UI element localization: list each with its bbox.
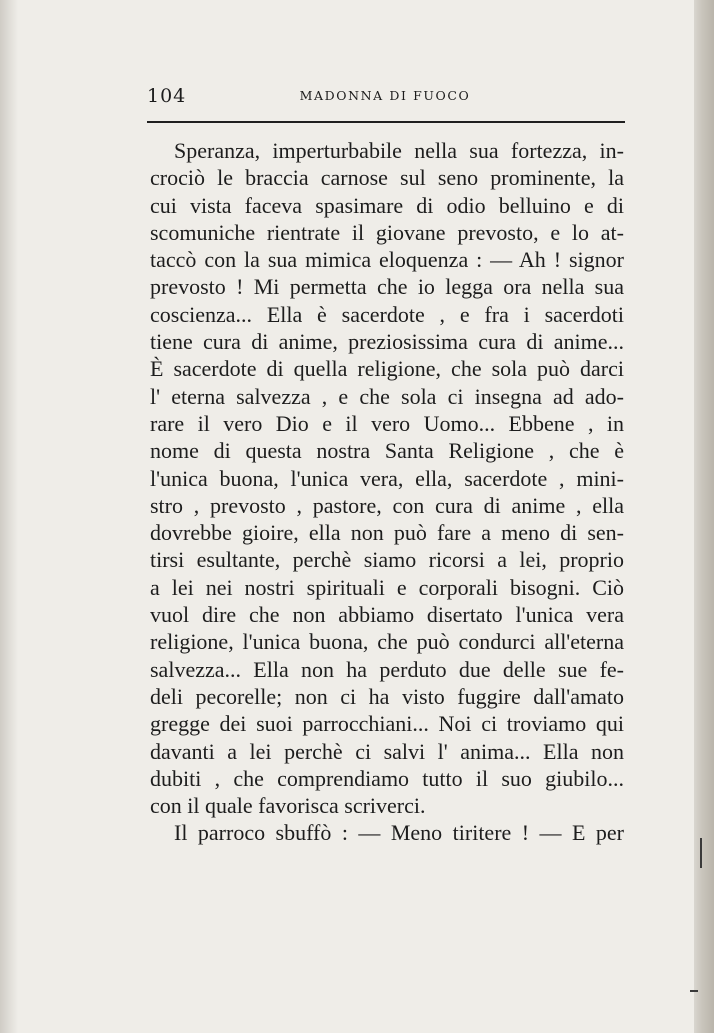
page-edge: [694, 0, 714, 1033]
text-line: coscienza... Ella è sacerdote , e fra i sacerdoti: [150, 301, 624, 327]
page-gutter-shadow: [0, 0, 18, 1033]
text-line: vuol dire che non abbiamo disertato l'unica vera: [150, 602, 624, 628]
header-rule: [147, 121, 625, 123]
text-line: a lei nei nostri spirituali e corporali bisogni. Ciò: [150, 574, 624, 600]
text-line: Speranza, imperturbabile nella sua fortezza, in-: [174, 138, 624, 163]
text-line: cui vista faceva spasimare di odio belluino e di: [150, 192, 624, 218]
page-number: 104: [147, 85, 187, 107]
body-text: [150, 137, 624, 847]
text-line: davanti a lei perchè ci salvi l' anima... Ella non: [150, 738, 624, 764]
text-line: rare il vero Dio e il vero Uomo... Ebbene , in: [150, 410, 624, 436]
text-line: dovrebbe gioire, ella non può fare a meno di sen-: [150, 520, 624, 546]
text-line: taccò con la sua mimica eloquenza : — Ah ! signor: [150, 247, 624, 273]
text-line: salvezza... Ella non ha perduto due delle sue fe-: [150, 656, 624, 682]
text-line: con il quale favorisca scriverci.: [150, 793, 426, 819]
ink-speck: [690, 990, 698, 992]
running-title: MADONNA DI FUOCO: [299, 88, 471, 103]
text-line: tirsi esultante, perchè siamo ricorsi a lei, proprio: [150, 547, 624, 573]
text-line: crociò le braccia carnose sul seno prominente, la: [150, 165, 624, 191]
text-line: dubiti , che comprendiamo tutto il suo giubilo...: [150, 765, 624, 791]
text-line: stro , prevosto , pastore, con cura di anime , ella: [150, 492, 624, 518]
text-line: l'unica buona, l'unica vera, ella, sacerdote , mini-: [150, 465, 624, 491]
text-line: religione, l'unica buona, che può condurci all'eterna: [150, 629, 624, 655]
ink-speck: [700, 838, 702, 868]
text-line: deli pecorelle; non ci ha visto fuggire dall'amato: [150, 683, 624, 709]
text-line: l' eterna salvezza , e che sola ci insegna ad ado-: [150, 383, 624, 409]
text-line: È sacerdote di quella religione, che sola può darci: [150, 356, 624, 382]
text-line: nome di questa nostra Santa Religione , che è: [150, 438, 624, 464]
page-header: [147, 84, 623, 114]
text-line: scomuniche rientrate il giovane prevosto, e lo at-: [150, 219, 624, 245]
text-line: tiene cura di anime, preziosissima cura di anime...: [150, 329, 624, 355]
text-line: prevosto ! Mi permetta che io legga ora nella sua: [150, 274, 624, 300]
text-line: Il parroco sbuffò : — Meno tiritere ! — E per: [174, 820, 624, 846]
text-line: gregge dei suoi parrocchiani... Noi ci troviamo qui: [150, 711, 624, 737]
